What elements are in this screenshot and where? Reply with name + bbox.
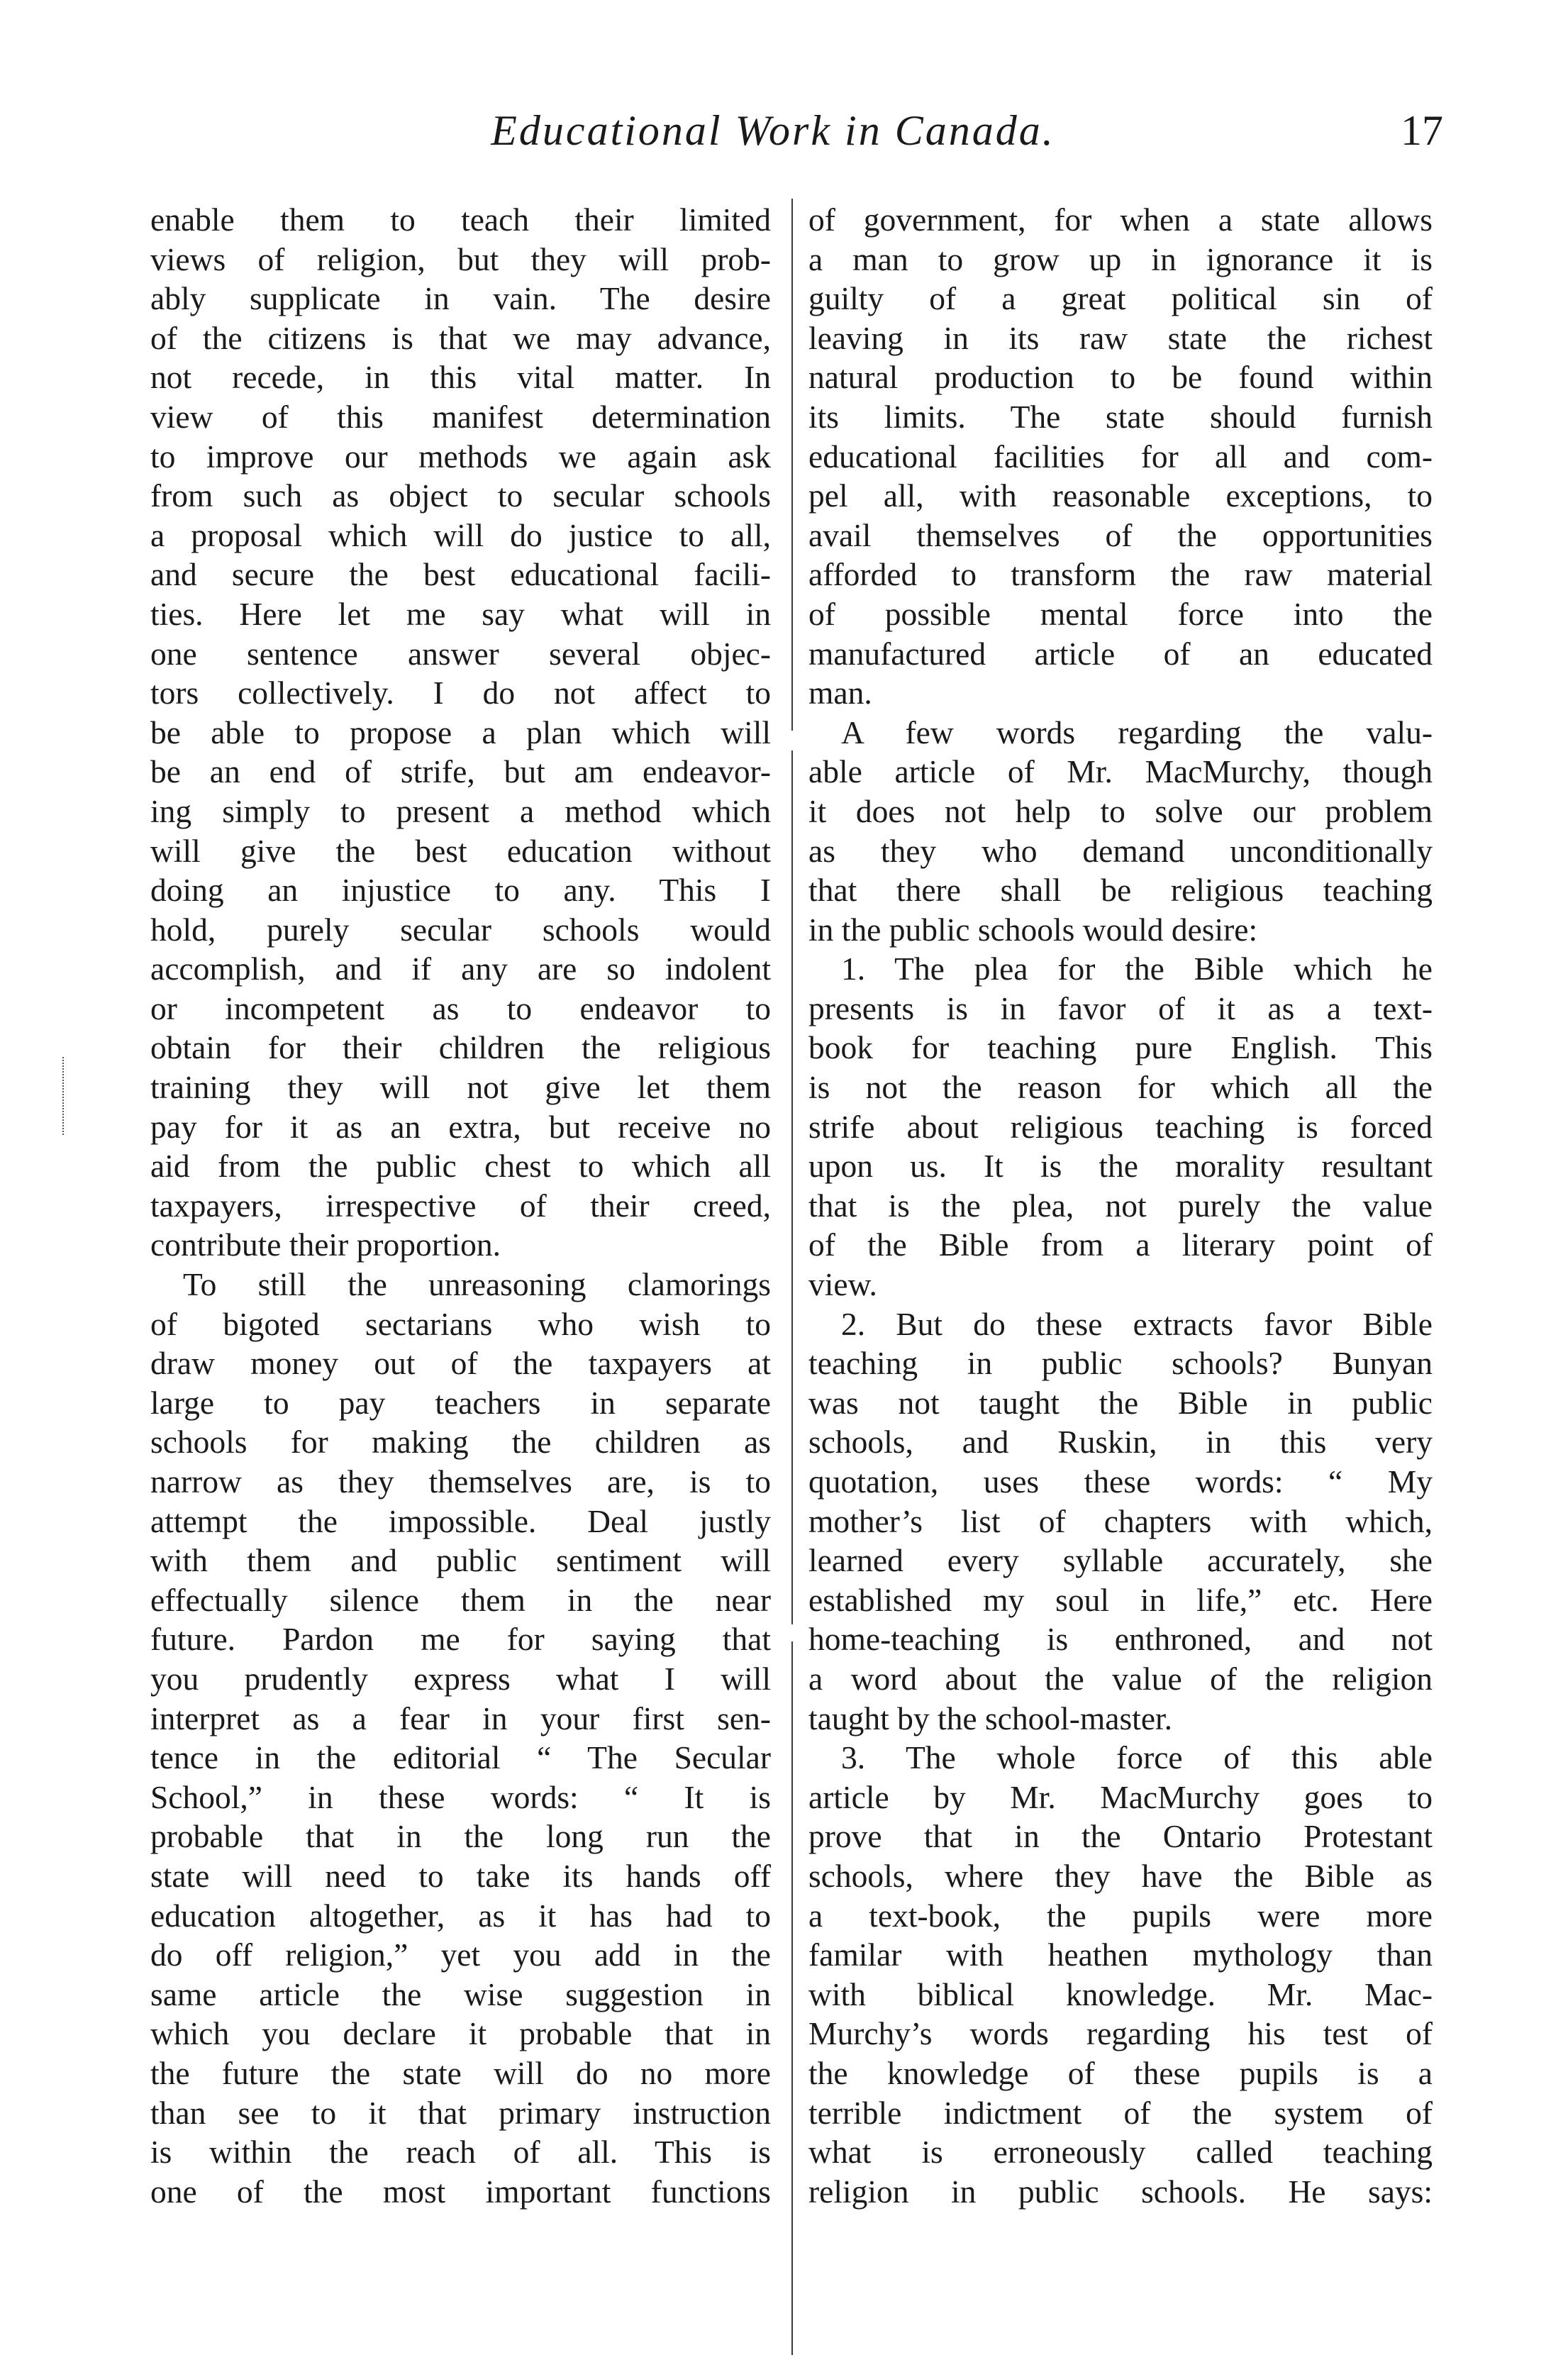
text-line: familar with heathen mythology than xyxy=(808,1937,1433,1973)
text-line: effectually silence them in the near xyxy=(150,1581,771,1618)
text-line: pay for it as an extra, but receive no xyxy=(150,1108,771,1145)
column-rule-gap xyxy=(791,731,794,750)
text-line: attempt the impossible. Deal justly xyxy=(150,1502,771,1539)
text-line: of the citizens is that we may advance, xyxy=(150,319,771,356)
text-line: mother’s list of chapters with which, xyxy=(808,1502,1433,1539)
text-line: terrible indictment of the system of xyxy=(808,2094,1433,2131)
text-line: do off religion,” yet you add in the xyxy=(150,1937,771,1973)
text-line: presents is in favor of it as a text- xyxy=(808,990,1433,1026)
text-line: doing an injustice to any. This I xyxy=(150,872,771,909)
text-line: prove that in the Ontario Protestant xyxy=(808,1818,1433,1855)
text-line: a proposal which will do justice to all, xyxy=(150,516,771,553)
text-line: not recede, in this vital matter. In xyxy=(150,359,771,396)
text-line: taught by the school-master. xyxy=(808,1700,1173,1736)
text-line: than see to it that primary instruction xyxy=(150,2094,771,2131)
column-rule-gap xyxy=(791,1624,794,1641)
text-line: man. xyxy=(808,675,872,711)
text-line: or incompetent as to endeavor to xyxy=(150,990,771,1026)
text-line: pel all, with reasonable exceptions, to xyxy=(808,477,1433,514)
text-line: ably supplicate in vain. The desire xyxy=(150,280,771,317)
text-line: what is erroneously called teaching xyxy=(808,2134,1433,2171)
text-line: draw money out of the taxpayers at xyxy=(150,1345,771,1382)
text-line: with them and public sentiment will xyxy=(150,1542,771,1579)
page-number: 17 xyxy=(1401,107,1443,154)
text-line: be an end of strife, but am endeavor- xyxy=(150,753,771,790)
column-rule xyxy=(791,199,793,2355)
text-line: future. Pardon me for saying that xyxy=(150,1621,771,1658)
text-line: aid from the public chest to which all xyxy=(150,1148,771,1185)
text-line: avail themselves of the opportunities xyxy=(808,516,1433,553)
text-line: one of the most important functions xyxy=(150,2173,771,2210)
text-line: of government, for when a state allows xyxy=(808,201,1433,238)
text-line: training they will not give let them xyxy=(150,1069,771,1106)
text-line: as they who demand unconditionally xyxy=(808,832,1433,869)
text-line: natural production to be found within xyxy=(808,359,1433,396)
text-line: enable them to teach their limited xyxy=(150,201,771,238)
text-line: learned every syllable accurately, she xyxy=(808,1542,1433,1579)
text-line: afforded to transform the raw material xyxy=(808,556,1433,593)
text-line: from such as object to secular schools xyxy=(150,477,771,514)
text-line: was not taught the Bible in public xyxy=(808,1384,1433,1421)
text-line: quotation, uses these words: “ My xyxy=(808,1463,1433,1500)
text-line: be able to propose a plan which will xyxy=(150,714,771,750)
text-line: educational facilities for all and com- xyxy=(808,438,1433,475)
text-line: state will need to take its hands off xyxy=(150,1857,771,1894)
text-line: a man to grow up in ignorance it is xyxy=(808,240,1433,277)
text-line: which you declare it probable that in xyxy=(150,2015,771,2052)
text-line: tence in the editorial “ The Secular xyxy=(150,1739,771,1776)
text-line: one sentence answer several objec- xyxy=(150,635,771,672)
text-line: accomplish, and if any are so indolent xyxy=(150,951,771,987)
text-line: views of religion, but they will prob- xyxy=(150,240,771,277)
running-head xyxy=(0,106,1568,170)
text-line: large to pay teachers in separate xyxy=(150,1384,771,1421)
text-line: that there shall be religious teaching xyxy=(808,872,1433,909)
text-line: it does not help to solve our problem xyxy=(808,792,1433,829)
text-line: A few words regarding the valu- xyxy=(841,714,1433,750)
text-line: view. xyxy=(808,1266,877,1303)
text-line: is not the reason for which all the xyxy=(808,1069,1433,1106)
text-line: contribute their proportion. xyxy=(150,1226,501,1263)
text-line: you prudently express what I will xyxy=(150,1660,771,1697)
left-column xyxy=(150,200,771,2211)
text-line: School,” in these words: “ It is xyxy=(150,1778,771,1815)
text-line: able article of Mr. MacMurchy, though xyxy=(808,753,1433,790)
text-line: religion in public schools. He says: xyxy=(808,2173,1433,2210)
text-line: narrow as they themselves are, is to xyxy=(150,1463,771,1500)
text-line: obtain for their children the religious xyxy=(150,1029,771,1066)
text-line: to improve our methods we again ask xyxy=(150,438,771,475)
text-line: teaching in public schools? Bunyan xyxy=(808,1345,1433,1382)
text-line: taxpayers, irrespective of their creed, xyxy=(150,1187,771,1224)
text-line: ties. Here let me say what will in xyxy=(150,595,771,632)
text-line: will give the best education without xyxy=(150,832,771,869)
text-line: book for teaching pure English. This xyxy=(808,1029,1433,1066)
margin-mark xyxy=(62,1057,64,1135)
text-line: probable that in the long run the xyxy=(150,1818,771,1855)
text-line: same article the wise suggestion in xyxy=(150,1976,771,2012)
text-line: schools, where they have the Bible as xyxy=(808,1857,1433,1894)
text-line: view of this manifest determination xyxy=(150,398,771,435)
text-line: of possible mental force into the xyxy=(808,595,1433,632)
text-line: schools, and Ruskin, in this very xyxy=(808,1424,1433,1461)
text-line: established my soul in life,” etc. Here xyxy=(808,1581,1433,1618)
text-line: of the Bible from a literary point of xyxy=(808,1226,1433,1263)
text-line: interpret as a fear in your first sen- xyxy=(150,1700,771,1736)
text-line: ing simply to present a method which xyxy=(150,792,771,829)
text-line: home-teaching is enthroned, and not xyxy=(808,1621,1433,1658)
text-line: its limits. The state should furnish xyxy=(808,398,1433,435)
text-line: Murchy’s words regarding his test of xyxy=(808,2015,1433,2052)
text-line: leaving in its raw state the richest xyxy=(808,319,1433,356)
text-line: 2. But do these extracts favor Bible xyxy=(841,1305,1433,1342)
text-line: and secure the best educational facili- xyxy=(150,556,771,593)
text-line: 3. The whole force of this able xyxy=(841,1739,1433,1776)
text-line: of bigoted sectarians who wish to xyxy=(150,1305,771,1342)
text-line: that is the plea, not purely the value xyxy=(808,1187,1433,1224)
text-line: is within the reach of all. This is xyxy=(150,2134,771,2171)
text-line: To still the unreasoning clamorings xyxy=(183,1266,771,1303)
text-line: upon us. It is the morality resultant xyxy=(808,1148,1433,1185)
text-line: schools for making the children as xyxy=(150,1424,771,1461)
text-line: hold, purely secular schools would xyxy=(150,911,771,948)
text-line: with biblical knowledge. Mr. Mac- xyxy=(808,1976,1433,2012)
text-line: 1. The plea for the Bible which he xyxy=(841,951,1433,987)
text-line: a text-book, the pupils were more xyxy=(808,1897,1433,1934)
text-line: a word about the value of the religion xyxy=(808,1660,1433,1697)
text-line: education altogether, as it has had to xyxy=(150,1897,771,1934)
text-line: the knowledge of these pupils is a xyxy=(808,2054,1433,2091)
text-line: article by Mr. MacMurchy goes to xyxy=(808,1778,1433,1815)
text-line: guilty of a great political sin of xyxy=(808,280,1433,317)
text-line: the future the state will do no more xyxy=(150,2054,771,2091)
text-line: manufactured article of an educated xyxy=(808,635,1433,672)
text-line: in the public schools would desire: xyxy=(808,911,1258,948)
running-title: Educational Work in Canada. xyxy=(491,107,1055,154)
text-line: tors collectively. I do not affect to xyxy=(150,675,771,711)
text-line: strife about religious teaching is forced xyxy=(808,1108,1433,1145)
right-column xyxy=(808,200,1433,2211)
